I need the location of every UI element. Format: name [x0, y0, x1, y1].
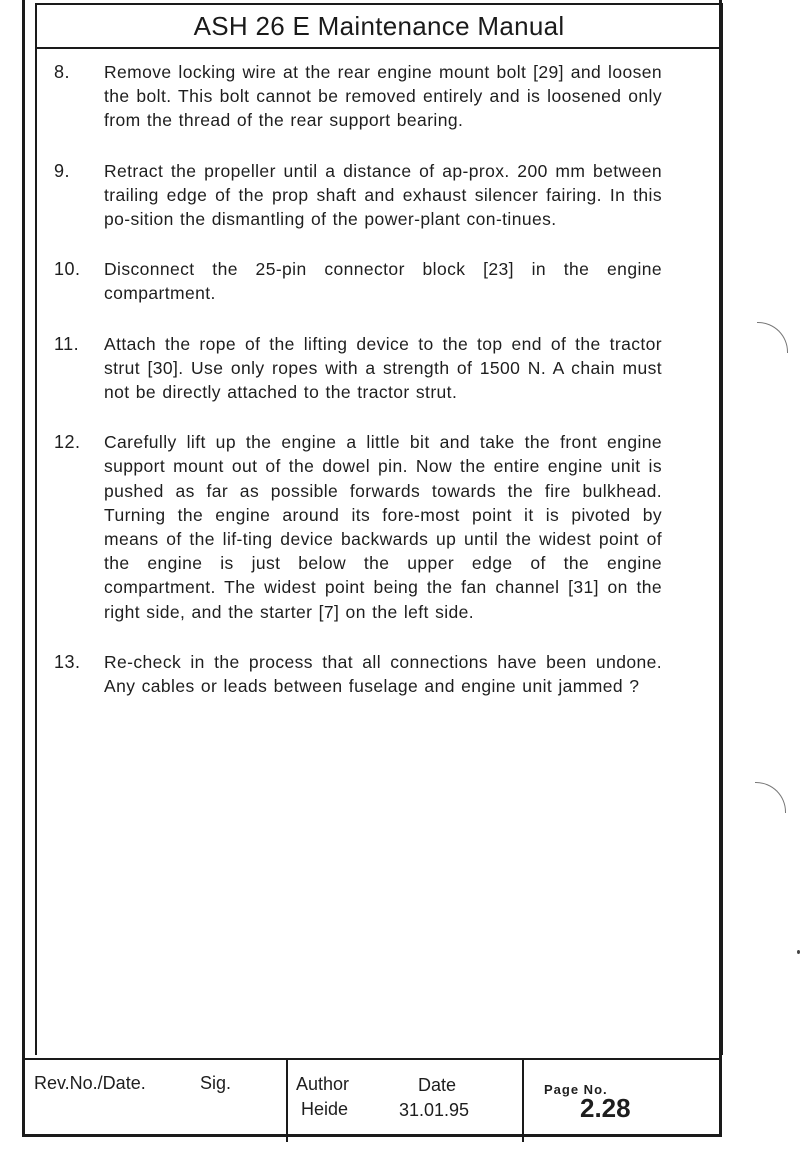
footer-table	[22, 1058, 722, 1140]
step-text: Disconnect the 25-pin connector block [23] in the engine compartment.	[104, 259, 662, 304]
step-number: 11.	[54, 333, 80, 354]
step-9	[50, 159, 662, 232]
margin-scan-mark	[757, 322, 788, 353]
step-number: 12.	[54, 432, 81, 453]
step-10	[50, 257, 662, 305]
scan-dot	[797, 950, 800, 954]
step-13	[50, 650, 662, 698]
step-text: Retract the propeller until a distance of ap-prox. 200 mm between trailing edge of the prop shaft and exhaust silencer fairing. In this po-sition the dismantling of the power-plant con-tinues.	[104, 160, 662, 230]
step-text: Remove locking wire at the rear engine mount bolt [29] and loosen the bolt. This bolt cannot be removed entirely and is loosened only from the thread of the rear support bearing.	[104, 62, 662, 131]
date-label: Date	[418, 1075, 457, 1095]
rev-label: Rev.No./Date.	[34, 1073, 146, 1093]
step-number: 9.	[54, 160, 71, 181]
step-number: 8.	[54, 62, 71, 82]
revision-cell	[22, 1060, 286, 1142]
page-number: 2.28	[580, 1093, 631, 1123]
step-8	[50, 60, 662, 133]
author-value: Heide	[301, 1099, 349, 1119]
date-value: 31.01.95	[399, 1100, 470, 1120]
step-number: 10.	[54, 259, 81, 280]
page-no-label: Page No.	[544, 1082, 608, 1097]
step-11	[50, 332, 662, 405]
author-date-cell	[286, 1060, 524, 1142]
procedure-steps	[50, 60, 662, 724]
step-text: Carefully lift up the engine a little bit and take the front engine support mount out of the dowel pin. Now the entire engine unit is pushed as far as possible forwards towards the fire bulkhead. Turning the engine around its fore-most point it is pivoted by means of the lif-ting device backwards up until the widest point of the engine is just below the upper edge of the engine compartment. The widest point being the fan channel [31] on the right side, and the starter [7] on the left side.	[104, 432, 662, 622]
margin-scan-mark	[755, 782, 786, 813]
step-text: Attach the rope of the lifting device to the top end of the tractor strut [30]. Use only ropes with a strength of 1500 N. A chain must not be directly attached to the tractor strut.	[104, 333, 662, 403]
author-label: Author	[296, 1074, 350, 1094]
step-text: Re-check in the process that all connections have been undone. Any cables or leads between fuselage and engine unit jammed ?	[104, 651, 662, 697]
step-12	[50, 430, 662, 624]
step-number: 13.	[54, 651, 81, 672]
manual-header	[35, 3, 723, 49]
page-number-cell	[524, 1060, 719, 1142]
page-title: ASH 26 E Maintenance Manual	[193, 10, 565, 41]
sig-label: Sig.	[200, 1073, 232, 1093]
